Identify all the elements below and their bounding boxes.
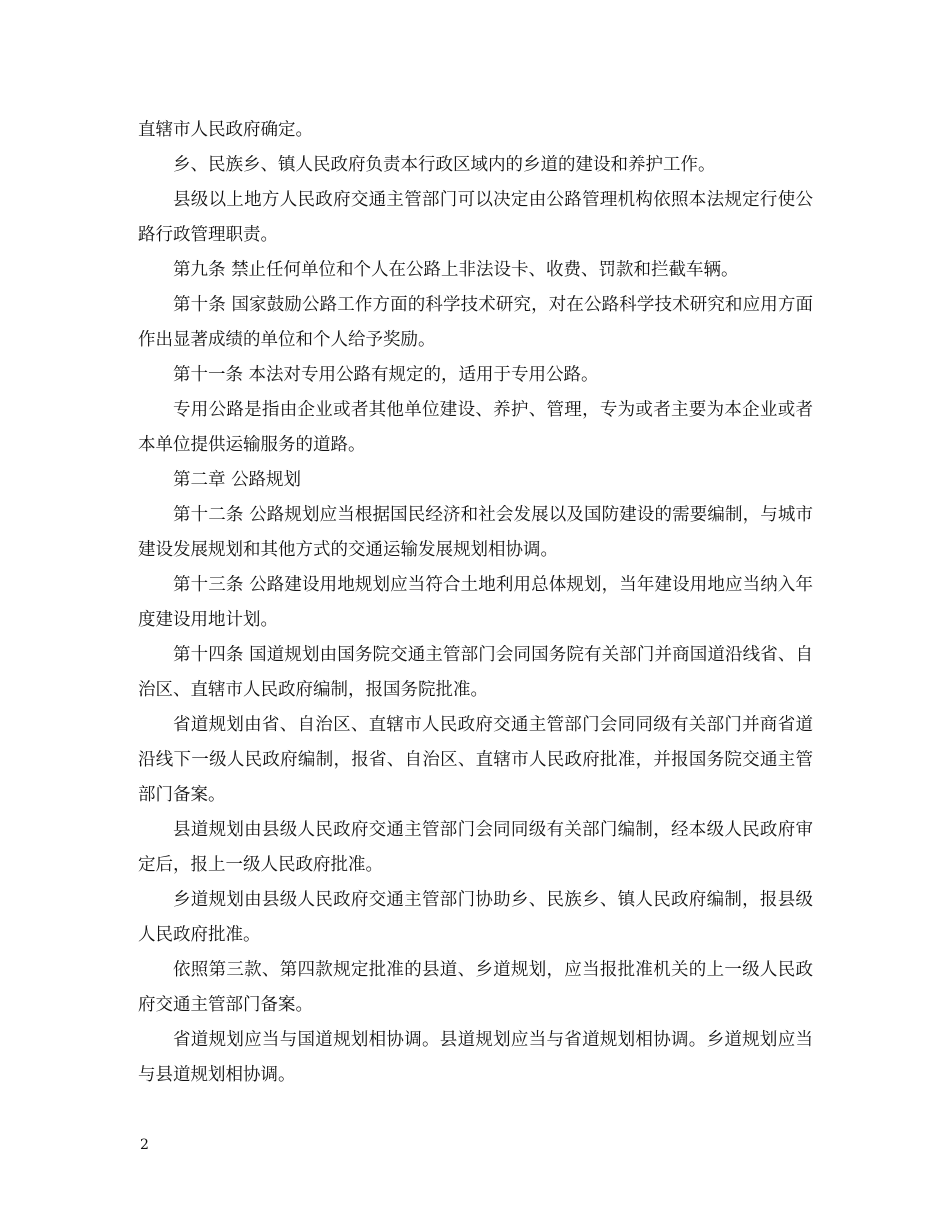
paragraph: 乡、民族乡、镇人民政府负责本行政区域内的乡道的建设和养护工作。 <box>173 155 716 175</box>
chapter-heading: 第二章 公路规划 <box>173 470 302 490</box>
page-number: 2 <box>140 1137 149 1153</box>
paragraph: 省道规划应当与国道规划相协调。县道规划应当与省道规划相协调。乡道规划应当与县道规划相协调。 <box>138 1030 813 1085</box>
article-10: 第十条 国家鼓励公路工作方面的科学技术研究，对在公路科学技术研究和应用方面作出显著成绩的单位和个人给予奖励。 <box>138 295 813 350</box>
paragraph: 县级以上地方人民政府交通主管部门可以决定由公路管理机构依照本法规定行使公路行政管理职责。 <box>138 190 813 245</box>
article-13: 第十三条 公路建设用地规划应当符合土地利用总体规划，当年建设用地应当纳入年度建设用地计划。 <box>138 575 813 630</box>
paragraph: 县道规划由县级人民政府交通主管部门会同同级有关部门编制，经本级人民政府审定后，报上一级人民政府批准。 <box>138 820 813 875</box>
article-9: 第九条 禁止任何单位和个人在公路上非法设卡、收费、罚款和拦截车辆。 <box>173 260 739 280</box>
article-12: 第十二条 公路规划应当根据国民经济和社会发展以及国防建设的需要编制，与城市建设发展规划和其他方式的交通运输发展规划相协调。 <box>138 505 813 560</box>
article-11: 第十一条 本法对专用公路有规定的，适用于专用公路。 <box>173 365 599 385</box>
paragraph: 省道规划由省、自治区、直辖市人民政府交通主管部门会同同级有关部门并商省道沿线下一级人民政府编制，报省、自治区、直辖市人民政府批准，并报国务院交通主管部门备案。 <box>138 715 813 805</box>
paragraph-continuation: 直辖市人民政府确定。 <box>138 120 313 140</box>
paragraph: 乡道规划由县级人民政府交通主管部门协助乡、民族乡、镇人民政府编制，报县级人民政府批准。 <box>138 890 813 945</box>
paragraph: 专用公路是指由企业或者其他单位建设、养护、管理，专为或者主要为本企业或者本单位提供运输服务的道路。 <box>138 400 813 455</box>
paragraph: 依照第三款、第四款规定批准的县道、乡道规划，应当报批准机关的上一级人民政府交通主管部门备案。 <box>138 960 813 1015</box>
article-14: 第十四条 国道规划由国务院交通主管部门会同国务院有关部门并商国道沿线省、自治区、直辖市人民政府编制，报国务院批准。 <box>138 645 813 700</box>
document-body <box>138 113 813 1093</box>
